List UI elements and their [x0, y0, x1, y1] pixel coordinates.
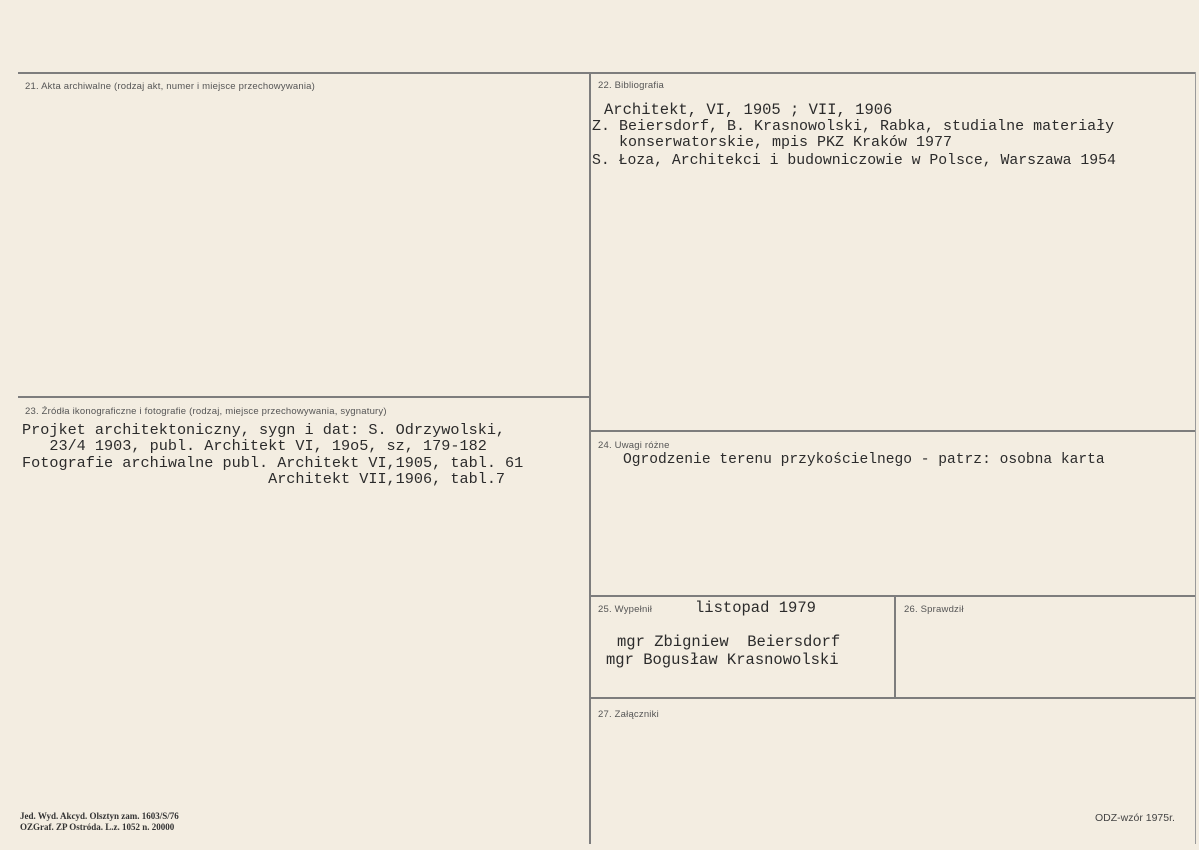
center-divider	[589, 72, 591, 844]
rule-right-22-24	[590, 430, 1196, 432]
printer-imprint-line-1: Jed. Wyd. Akcyd. Olsztyn zam. 1603/S/76	[20, 811, 179, 821]
filled-by-name-1: mgr Zbigniew Beiersdorf	[617, 633, 841, 651]
top-rule	[18, 72, 1196, 74]
bibliography-line-4: S. Łoza, Architekci i budowniczowie w Polsce, Warszawa 1954	[592, 153, 1116, 169]
iconography-line-4: Architekt VII,1906, tabl.7	[22, 470, 506, 488]
bibliography-line-2: Z. Beiersdorf, B. Krasnowolski, Rabka, studialne materiały	[592, 118, 1115, 135]
form-code: ODZ-wzór 1975r.	[1095, 812, 1175, 824]
iconography-line-2: 23/4 1903, publ. Architekt VI, 19o5, sz, 179-182	[22, 437, 487, 455]
filled-by-name-2: mgr Bogusław Krasnowolski	[606, 651, 839, 669]
rule-left-21-23	[18, 396, 590, 398]
iconography-line-3: Fotografie archiwalne publ. Architekt VI,1905, tabl. 61	[22, 454, 524, 472]
right-edge	[1195, 72, 1196, 844]
rule-right-25-27	[590, 697, 1196, 699]
section-24-label: 24. Uwagi różne	[598, 440, 670, 451]
section-21-label: 21. Akta archiwalne (rodzaj akt, numer i miejsce przechowywania)	[25, 81, 316, 92]
printer-imprint-line-2: OZGraf. ZP Ostróda. L.z. 1052 n. 20000	[20, 822, 175, 832]
rule-right-24-25	[590, 595, 1196, 597]
section-25-label: 25. Wypełnił	[598, 604, 653, 615]
section-22-label: 22. Bibliografia	[598, 80, 665, 91]
iconography-line-1: Projket architektoniczny, sygn i dat: S. Odrzywolski,	[22, 421, 506, 439]
section-27-label: 27. Załączniki	[598, 709, 659, 720]
section-26-label: 26. Sprawdził	[904, 604, 964, 615]
remarks-text: Ogrodzenie terenu przykościelnego - patrz: osobna karta	[623, 452, 1105, 468]
divider-25-26	[894, 595, 896, 697]
bibliography-line-1: Architekt, VI, 1905 ; VII, 1906	[604, 101, 893, 119]
section-23-label: 23. Źródła ikonograficzne i fotografie (rodzaj, miejsce przechowywania, sygnatury)	[25, 406, 387, 417]
bibliography-line-3: konserwatorskie, mpis PKZ Kraków 1977	[592, 134, 953, 151]
filled-date: listopad 1979	[695, 599, 816, 617]
